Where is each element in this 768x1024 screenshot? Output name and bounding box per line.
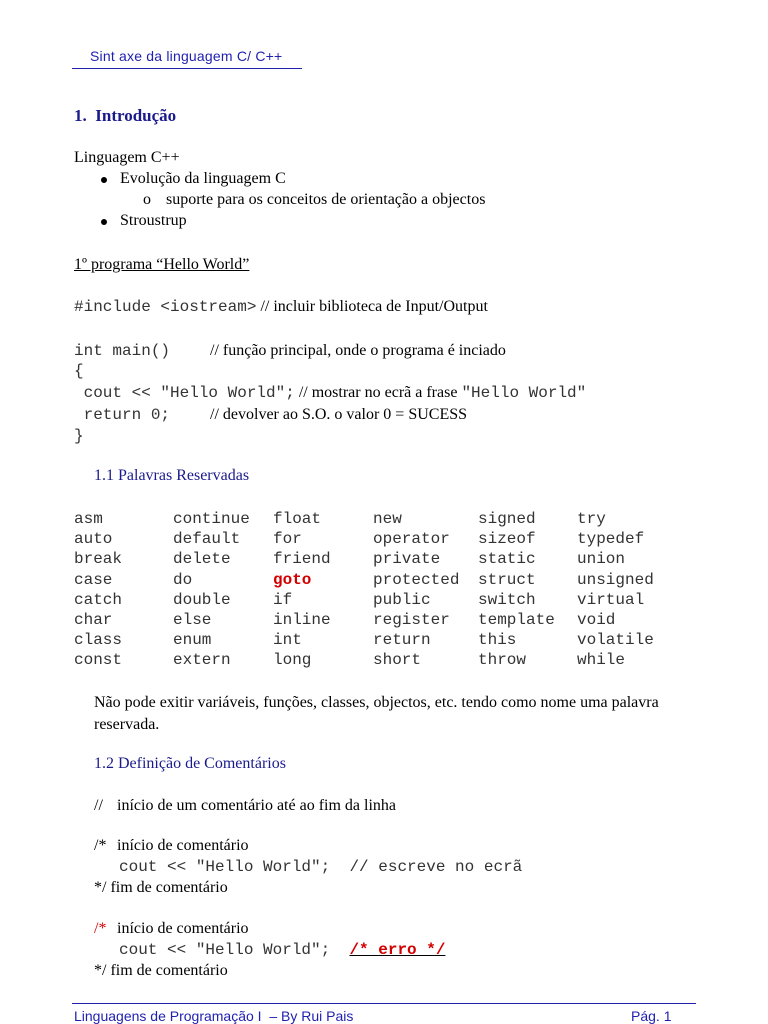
- reserved-word: inline: [273, 611, 331, 629]
- bullet-item: Evolução da linguagem C: [120, 170, 286, 187]
- reserved-note: Não pode exitir variáveis, funções, classes, objectos, etc. tendo como nome uma palavra reservada.: [94, 694, 659, 733]
- reserved-word: else: [173, 611, 212, 629]
- bullet-item: Stroustrup: [120, 212, 187, 229]
- nested-comment-close: */ fim de comentário: [94, 962, 228, 979]
- code-string: "Hello World": [461, 384, 587, 402]
- reserved-word: switch: [478, 590, 536, 609]
- reserved-word: short: [373, 651, 422, 670]
- reserved-word: operator: [373, 530, 450, 549]
- reserved-word: volatile: [577, 631, 654, 650]
- reserved-word: catch: [74, 590, 123, 609]
- reserved-word: default: [173, 530, 241, 549]
- reserved-word: delete: [173, 550, 231, 569]
- block-comment-open-text: início de comentário: [117, 837, 249, 854]
- reserved-word: throw: [478, 651, 527, 670]
- reserved-word: struct: [478, 570, 536, 589]
- code-open-brace: {: [74, 362, 84, 380]
- footer-rule: [72, 1003, 696, 1004]
- reserved-word: union: [577, 550, 626, 569]
- reserved-word: signed: [478, 510, 536, 528]
- code-line-return: return 0;: [74, 406, 171, 424]
- reserved-word: enum: [173, 631, 212, 650]
- reserved-word: new: [373, 510, 402, 528]
- block-comment-code: cout << "Hello World"; // escreve no ecrã: [119, 858, 523, 876]
- reserved-word: while: [577, 651, 626, 670]
- reserved-word: int: [273, 631, 302, 650]
- reserved-word: double: [173, 590, 231, 609]
- reserved-word: sizeof: [478, 530, 536, 549]
- block-comment-close: */ fim de comentário: [94, 879, 228, 896]
- code-text: cout << "Hello World";: [119, 941, 350, 959]
- code-text: #include <iostream>: [74, 298, 257, 316]
- reserved-word: extern: [173, 651, 231, 670]
- reserved-word: return: [373, 631, 431, 650]
- bullet-dot: [101, 177, 107, 183]
- reserved-word: typedef: [577, 530, 645, 549]
- code-text: cout << "Hello World";: [74, 384, 295, 402]
- reserved-word: friend: [273, 550, 331, 569]
- reserved-word: float: [273, 510, 322, 528]
- footer-left: Linguagens de Programação I – By Rui Pais: [74, 1008, 354, 1024]
- reserved-word: auto: [74, 530, 113, 549]
- reserved-word: const: [74, 651, 123, 670]
- code-line-include: [74, 298, 488, 316]
- reserved-word: continue: [173, 510, 250, 528]
- reserved-word: this: [478, 631, 517, 650]
- page-header-title: Sint axe da linguagem C/ C++: [90, 48, 283, 64]
- nested-comment-open-text: início de comentário: [117, 920, 249, 937]
- reserved-word: register: [373, 611, 450, 629]
- code-line-main: int main(): [74, 342, 171, 360]
- header-rule: [72, 68, 302, 69]
- reserved-word: static: [478, 550, 536, 569]
- circle-bullet-icon: o: [143, 191, 151, 208]
- reserved-word: long: [273, 651, 312, 670]
- reserved-word: char: [74, 611, 113, 629]
- reserved-word: goto: [273, 570, 312, 589]
- hello-world-title: 1º programa “Hello World”: [74, 256, 250, 273]
- section-heading-comentarios: 1.2 Definição de Comentários: [94, 755, 286, 772]
- reserved-word: if: [273, 590, 293, 609]
- reserved-word: template: [478, 611, 555, 629]
- bullet-dot: [101, 219, 107, 225]
- reserved-word: do: [173, 570, 193, 589]
- line-comment-text: início de um comentário até ao fim da linha: [117, 797, 397, 814]
- intro-text: Linguagem C++: [74, 149, 180, 166]
- reserved-word: asm: [74, 510, 103, 528]
- nested-comment-code-line: [119, 941, 445, 959]
- reserved-word: unsigned: [577, 570, 654, 589]
- code-comment: // mostrar no ecrã a frase: [294, 384, 462, 401]
- footer-page-number: Pág. 1: [631, 1008, 672, 1024]
- reserved-word: break: [74, 550, 123, 569]
- reserved-word: public: [373, 590, 431, 609]
- sub-bullet-item: suporte para os conceitos de orientação a objectos: [166, 191, 486, 208]
- reserved-word: virtual: [577, 590, 645, 609]
- reserved-word: try: [577, 510, 606, 528]
- reserved-word: protected: [373, 570, 460, 589]
- reserved-word: class: [74, 631, 123, 650]
- section-heading-introducao: 1. Introdução: [74, 106, 177, 125]
- code-comment: // incluir biblioteca de Input/Output: [256, 298, 488, 315]
- code-comment: // devolver ao S.O. o valor 0 = SUCESS: [210, 406, 468, 423]
- line-comment-marker: //: [94, 797, 103, 814]
- code-line-cout: [74, 384, 586, 402]
- reserved-word: void: [577, 611, 616, 629]
- section-heading-palavras-reservadas: 1.1 Palavras Reservadas: [94, 467, 250, 484]
- nested-comment-open-marker: /*: [94, 920, 107, 937]
- code-close-brace: }: [74, 427, 84, 445]
- reserved-word: case: [74, 570, 113, 589]
- reserved-word: for: [273, 530, 302, 549]
- reserved-word: private: [373, 550, 441, 569]
- block-comment-open-marker: /*: [94, 837, 107, 854]
- code-comment: // função principal, onde o programa é inciado: [210, 342, 506, 359]
- error-comment: /* erro */: [349, 941, 446, 959]
